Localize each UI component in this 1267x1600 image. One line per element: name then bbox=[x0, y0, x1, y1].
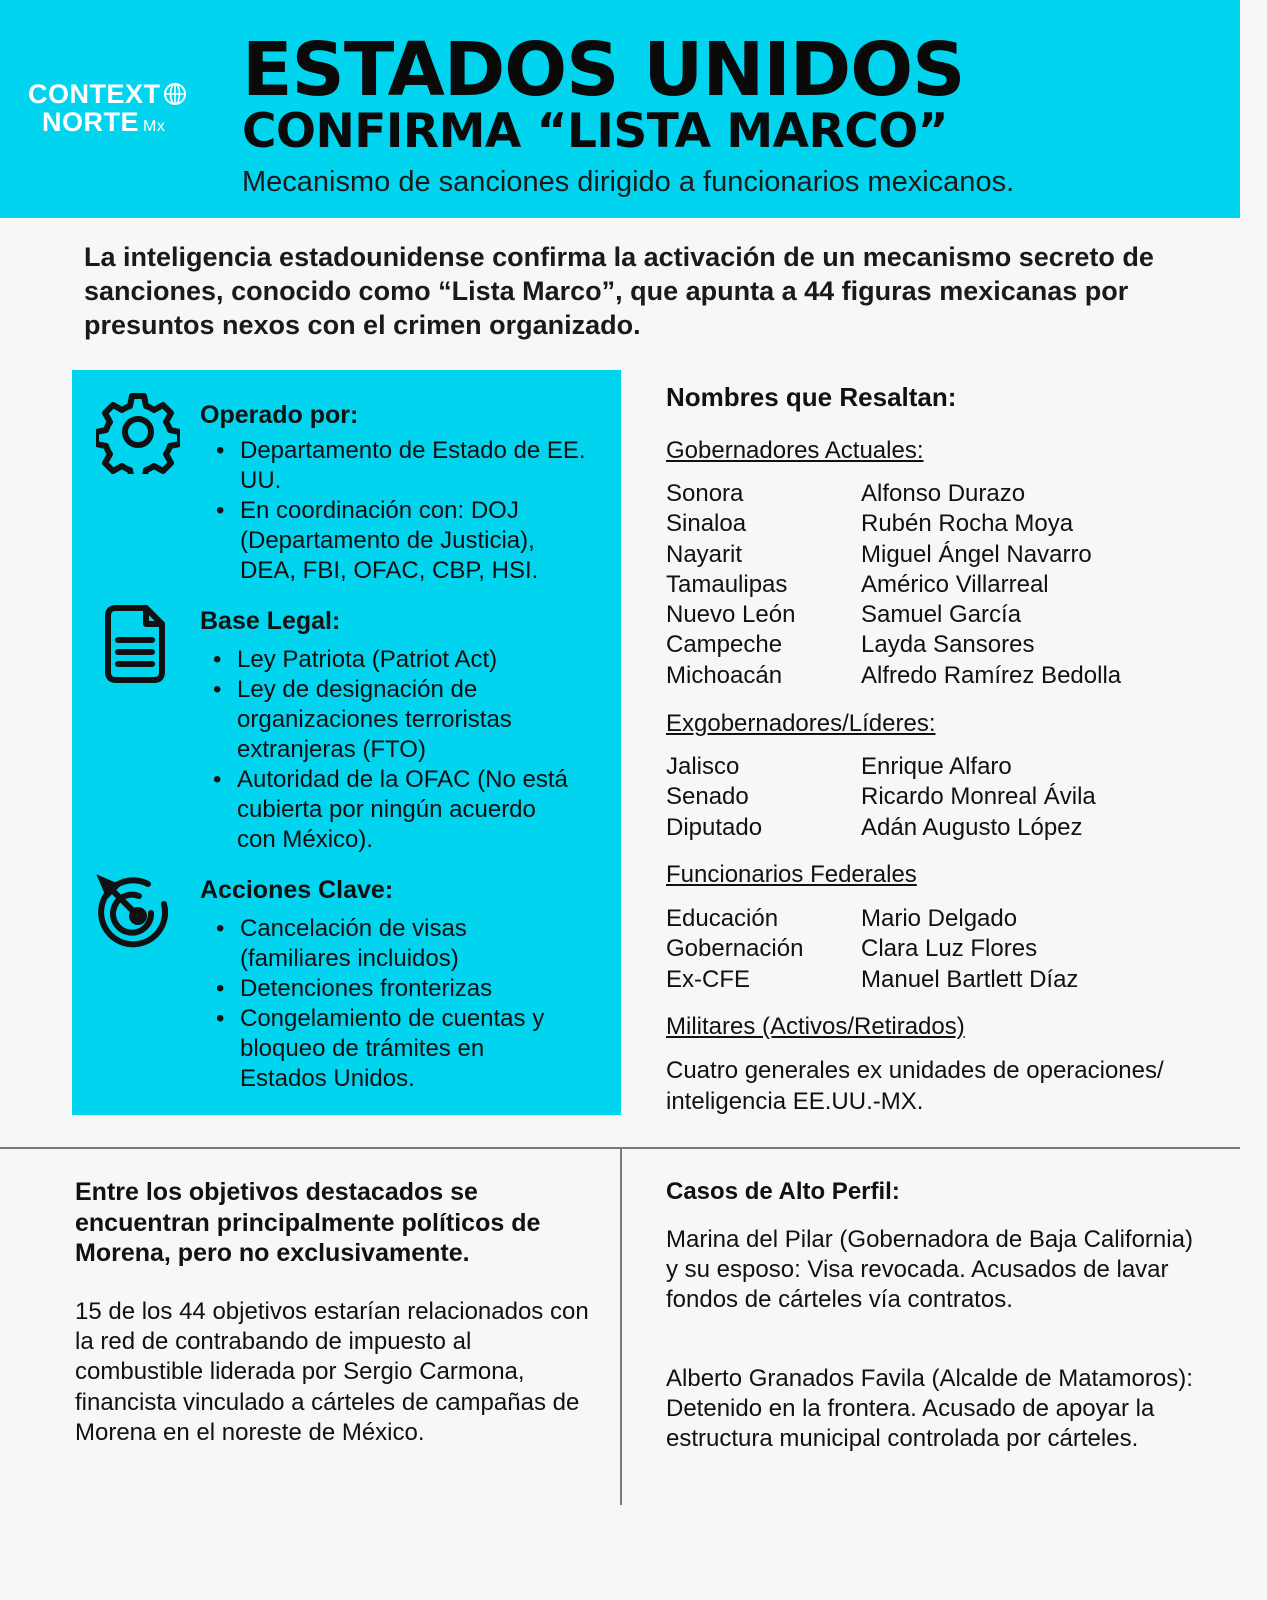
row-state: Sinaloa bbox=[666, 510, 747, 538]
row-state: Senado bbox=[666, 783, 749, 811]
list-item: • Cancelación de visas (familiares incluidos) bbox=[216, 914, 576, 974]
row-state: Ex-CFE bbox=[666, 965, 750, 993]
list-item: • Ley Patriota (Patriot Act) bbox=[213, 645, 573, 675]
logo-mx: Mx bbox=[143, 118, 166, 135]
objectives-body: 15 de los 44 objetivos estarían relacionados con la red de contrabando de impuesto al combustible liderada por Sergio Carmona, financista vinculado a cárteles de campañas de Morena en el noreste de México. bbox=[75, 1298, 589, 1446]
logo-line2: NORTE bbox=[42, 107, 139, 137]
row-state: Michoacán bbox=[666, 661, 783, 689]
category-gobernadores: Gobernadores Actuales: bbox=[666, 437, 924, 464]
objectives-title: Entre los objetivos destacados se encuentran principalmente políticos de Morena, pero no exclusivamente. bbox=[75, 1178, 541, 1267]
document-icon bbox=[102, 602, 168, 684]
row-person: Enrique Alfaro bbox=[861, 753, 1012, 780]
row-person: Américo Villarreal bbox=[861, 570, 1049, 598]
list-item: • Detenciones fronterizas bbox=[216, 974, 576, 1004]
list-item: • Congelamiento de cuentas y bloqueo de trámites en Estados Unidos. bbox=[216, 1004, 576, 1094]
logo bbox=[28, 80, 187, 141]
category-militares: Militares (Activos/Retirados) bbox=[666, 1013, 965, 1040]
row-person: Clara Luz Flores bbox=[861, 935, 1038, 963]
row-state: Nayarit bbox=[666, 540, 743, 568]
row-person: Adán Augusto López bbox=[861, 813, 1083, 841]
list-base-legal bbox=[213, 645, 573, 855]
category-exgobernadores: Exgobernadores/Líderes: bbox=[666, 710, 936, 737]
case-marina-del-pilar: Marina del Pilar (Gobernadora de Baja California) y su esposo: Visa revocada. Acusados de lavar fondos de cárteles vía contratos. bbox=[666, 1226, 1193, 1314]
row-state: Jalisco bbox=[666, 753, 740, 780]
row-state: Gobernación bbox=[666, 935, 804, 963]
header-banner bbox=[0, 0, 1240, 218]
row-person: Miguel Ángel Navarro bbox=[861, 540, 1092, 568]
row-state: Nuevo León bbox=[666, 601, 796, 629]
high-profile-title: Casos de Alto Perfil: bbox=[666, 1178, 900, 1205]
row-person: Alfredo Ramírez Bedolla bbox=[861, 661, 1122, 689]
row-person: Ricardo Monreal Ávila bbox=[861, 783, 1096, 811]
row-state: Tamaulipas bbox=[666, 570, 788, 598]
section-title-operado: Operado por: bbox=[200, 401, 359, 429]
list-acciones bbox=[216, 914, 576, 1094]
main-title: ESTADOS UNIDOS bbox=[242, 27, 965, 113]
section-title-acciones: Acciones Clave: bbox=[200, 876, 394, 904]
globe-icon bbox=[163, 82, 187, 106]
info-box bbox=[72, 370, 621, 1115]
row-person: Manuel Bartlett Díaz bbox=[861, 965, 1079, 993]
list-item: • En coordinación con: DOJ (Departamento de Justicia), DEA, FBI, OFAC, CBP, HSI. bbox=[216, 496, 588, 586]
militares-text: Cuatro generales ex unidades de operaciones/ inteligencia EE.UU.-MX. bbox=[666, 1057, 1164, 1115]
list-item: • Ley de designación de organizaciones terroristas extranjeras (FTO) bbox=[213, 675, 573, 765]
row-person: Layda Sansores bbox=[861, 631, 1035, 659]
names-title: Nombres que Resaltan: bbox=[666, 382, 957, 412]
subtitle: Mecanismo de sanciones dirigido a funcionarios mexicanos. bbox=[242, 166, 1015, 198]
vertical-divider bbox=[620, 1149, 622, 1505]
list-item: • Autoridad de la OFAC (No está cubierta por ningún acuerdo con México). bbox=[213, 765, 573, 855]
section-title-base-legal: Base Legal: bbox=[200, 607, 341, 635]
row-person: Mario Delgado bbox=[861, 905, 1018, 932]
row-person: Rubén Rocha Moya bbox=[861, 510, 1074, 538]
row-person: Samuel García bbox=[861, 601, 1022, 629]
case-alberto-granados: Alberto Granados Favila (Alcalde de Matamoros): Detenido en la frontera. Acusado de apoyar la estructura municipal controlada por cárteles. bbox=[666, 1365, 1193, 1453]
row-person: Alfonso Durazo bbox=[861, 480, 1026, 507]
list-item: • Departamento de Estado de EE. UU. bbox=[216, 436, 588, 496]
row-state: Educación bbox=[666, 905, 779, 932]
row-state: Diputado bbox=[666, 813, 763, 841]
row-state: Sonora bbox=[666, 480, 744, 507]
gear-icon bbox=[96, 390, 180, 474]
category-federales: Funcionarios Federales bbox=[666, 861, 917, 888]
target-icon bbox=[94, 872, 180, 958]
list-operado bbox=[216, 436, 588, 586]
main-title-line2: CONFIRMA “LISTA MARCO” bbox=[242, 104, 949, 159]
row-state: Campeche bbox=[666, 631, 783, 659]
intro-paragraph: La inteligencia estadounidense confirma la activación de un mecanismo secreto de sanciones, conocido como “Lista Marco”, que apunta a 44 figuras mexicanas por presuntos nexos con el crimen organizado. bbox=[84, 242, 1154, 340]
logo-line1: CONTEXT bbox=[28, 79, 161, 109]
